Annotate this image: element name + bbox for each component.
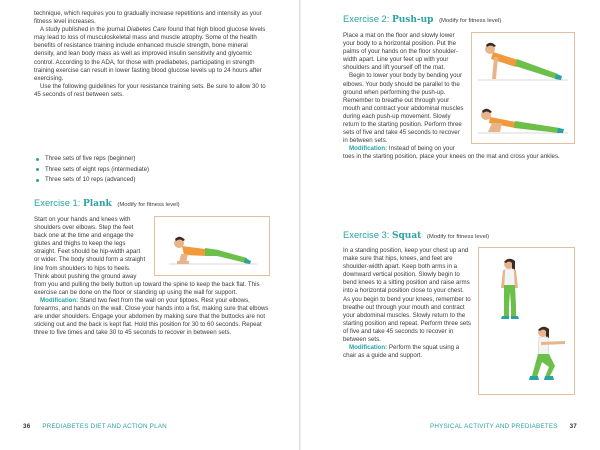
list-item: Three sets of 10 reps (advanced) — [35, 175, 265, 186]
intro-paragraph-2: A study published in the journal Diabetes Care found that high blood glucose levels may lead to loss of musculoskeletal mass and muscle atrophy. Some of the health benefits of resistance training include enhanced muscle strength, bone mineral density, and lean body mass as well as improved insulin sensitivity and glycemic control. According to the ADA, for those with prediabetes, participating in strength training exercise can result in lower fasting blood glucose levels up to 24 hours after exercising. — [34, 26, 266, 82]
intro-text — [34, 10, 270, 99]
exercise-1-name: Plank — [82, 199, 112, 209]
right-page — [301, 0, 600, 450]
exercise-3-title: Exercise 3: Squat (Modify for fitness level) — [343, 229, 490, 241]
exercise-1-modification: Modification: Stand two feet from the wall on your tiptoes. Rest your elbows, forearms, and hands on the wall. Close your hands into a fist, making sure that elbows are under shoulders. Engage your abdomen by making sure that the buttocks are not sticking out and the back is kept flat. Hold this position for 30 to 60 seconds. Repeat three to five times and take 30 to 45 seconds to recover in between sets. — [34, 296, 269, 337]
list-item: Three sets of eight reps (intermediate) — [35, 165, 265, 176]
exercise-2-text — [343, 32, 575, 162]
exercise-1-body: Start on your hands and knees with shoulders over elbows. Step the feet back one at the time and engage the glutes and thighs to keep the legs straight. Feet should be hip-width apart or wider. The body should form a straight line from shoulders to hips to heels. Think about pushing the ground away from you and pulling the belly button up toward the spine to keep the back flat. This exercise can be done on the floor or standing up using the wall for support. — [34, 216, 260, 296]
exercise-2-modification: Modification: Instead of being on your toes in the starting position, place your knees on the mat and cross your ankles. — [343, 145, 560, 161]
right-footer — [430, 423, 577, 430]
exercise-1-text — [34, 216, 270, 337]
running-title: PREDIABETES DIET AND ACTION PLAN — [42, 423, 167, 430]
pushup-illustration — [471, 32, 575, 144]
intro-paragraph-1: technique, which requires you to gradually increase repetitions and intensity as your fitness level increases. — [34, 10, 262, 26]
exercise-3-name: Squat — [391, 231, 422, 241]
list-item: Three sets of five reps (beginner) — [35, 154, 265, 165]
exercise-1-title: Exercise 1: Plank (Modify for fitness level) — [34, 197, 180, 209]
exercise-3-body: In a standing position, keep your chest up and make sure that hips, knees, and feet are shoulder-width apart. Keep both arms in a downward vertical position. Slowly begin to bend knees to a sitting position and raise arms into a horizontal position close to your chest. As you begin to bend your knees, remember to breathe out through your mouth and contract your abdominal muscles. Slowly return to the starting position and repeat. Perform three sets of five and take 45 seconds to recover in between sets. — [343, 247, 471, 344]
journal-name: Diabetes Care — [126, 26, 166, 34]
guidelines-list — [35, 154, 265, 186]
page-number: 36 — [23, 423, 31, 430]
page-number: 37 — [569, 423, 577, 430]
exercise-3-modification: Modification: Perform the squat using a chair as a guide and support. — [343, 344, 460, 360]
intro-paragraph-3: Use the following guidelines for your resistance training sets. Be sure to allow 30 to 45 seconds of rest between sets. — [34, 82, 266, 98]
exercise-2-name: Push-up — [391, 15, 434, 25]
plank-illustration — [154, 216, 270, 276]
exercise-3-text — [343, 247, 575, 398]
exercise-2-title: Exercise 2: Push-up (Modify for fitness level) — [343, 13, 502, 25]
left-page — [0, 0, 299, 450]
running-title: PHYSICAL ACTIVITY AND PREDIABETES — [429, 423, 558, 430]
plank-figure-icon — [155, 217, 269, 275]
exercise-2-body-continued: Begin to lower your body by bending your elbows. Your body should be parallel to the ground when performing the push-up. Remember to breathe out through your mouth and contract your abdominal muscles during each push-up movement. Slowly return to the starting position. Perform three sets of five and take 45 seconds to recover in between sets. — [343, 72, 464, 145]
pushup-figure-icon — [472, 33, 574, 143]
left-footer — [23, 423, 167, 430]
exercise-2-body: Place a mat on the floor and slowly lower your body to a horizontal position. Put the palms of your hands on the floor shoulder-width apart. Line your feet up with your shoulders and lift yourself off the mat. — [343, 32, 459, 72]
squat-illustration — [478, 247, 575, 395]
squat-figure-icon — [479, 248, 574, 394]
